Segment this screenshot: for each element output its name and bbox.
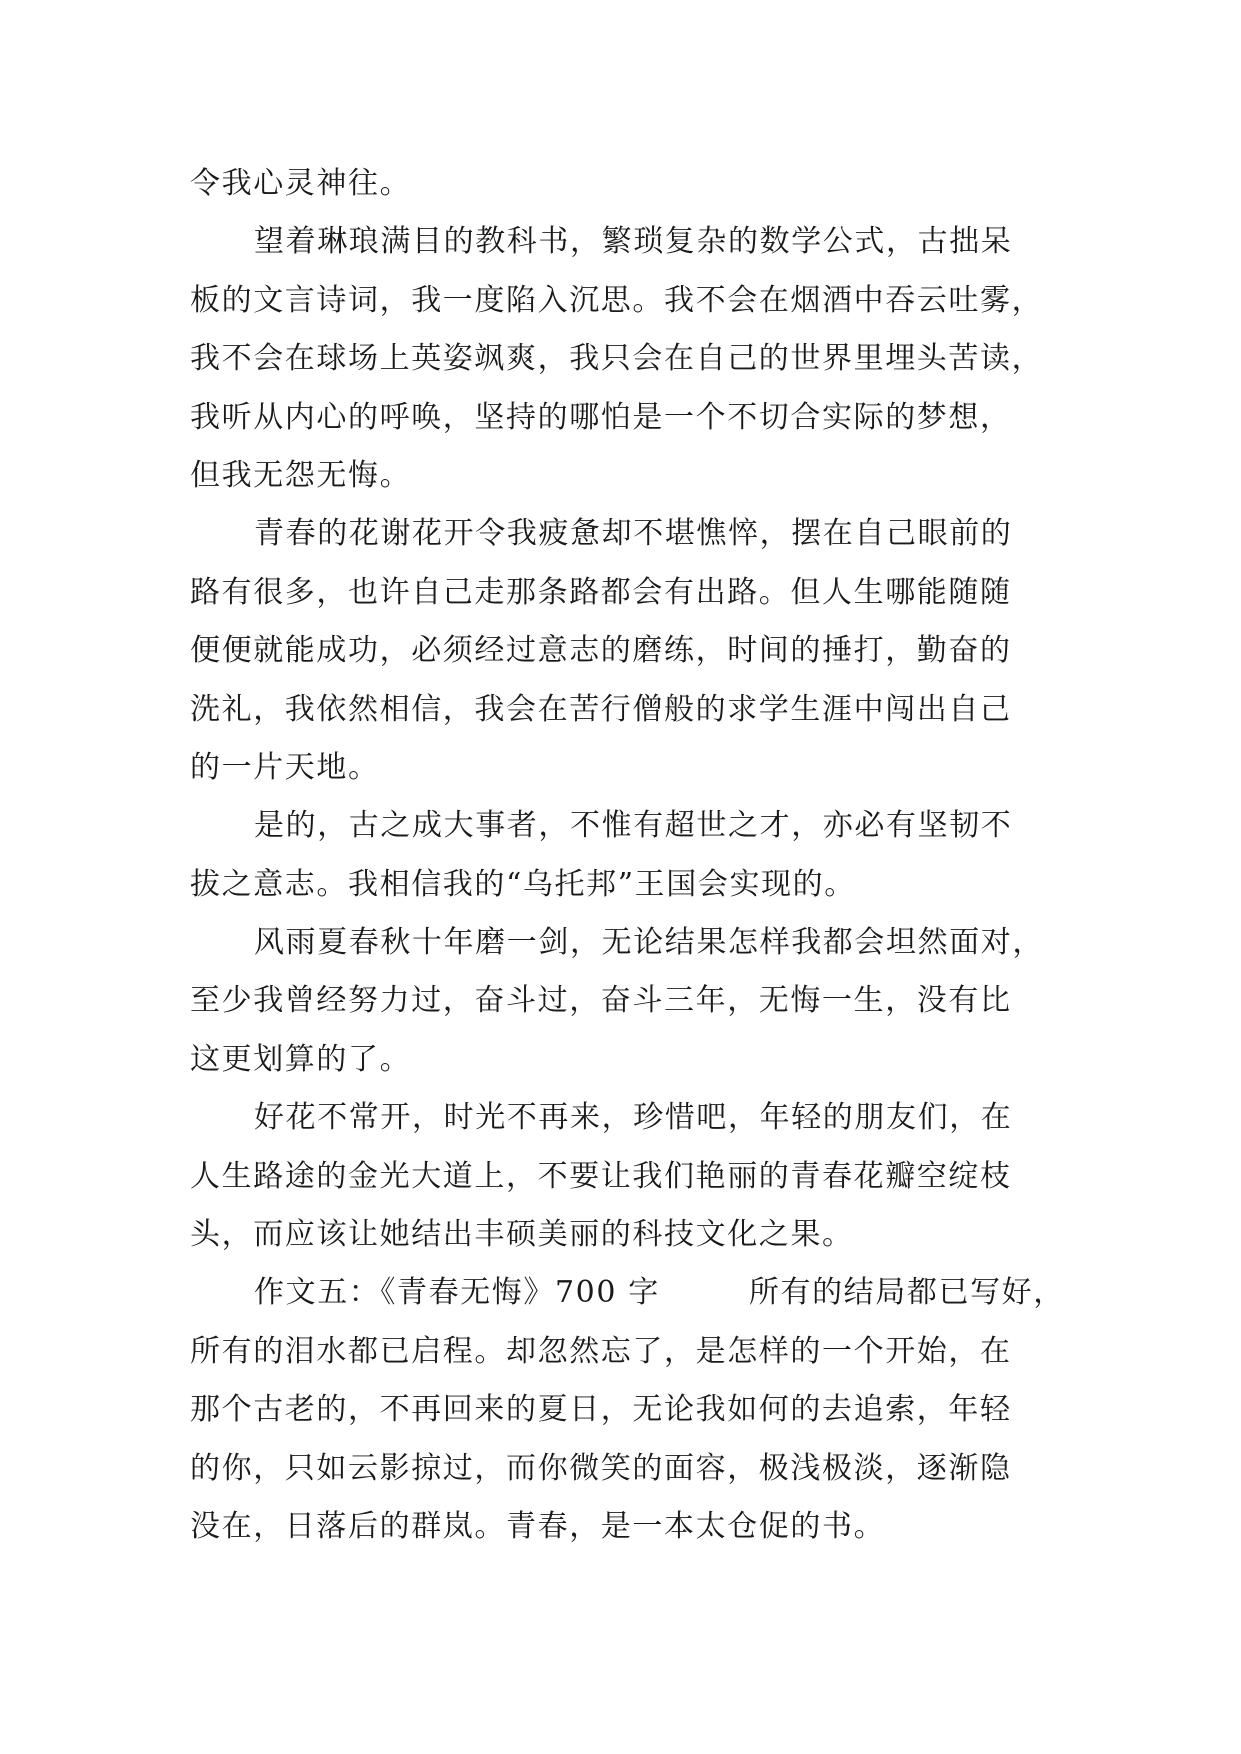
text-line: 这更划算的了。: [190, 1041, 412, 1077]
paragraph-start-line: 是的，古之成大事者，不惟有超世之才，亦必有坚韧不: [254, 808, 1013, 844]
text-line: 我不会在球场上英姿飒爽，我只会在自己的世界里埋头苦读，: [190, 341, 1044, 377]
paragraph-start-line: 青春的花谢花开令我疲惫却不堪憔悴，摆在自己眼前的: [254, 516, 1013, 552]
text-line: 至少我曾经努力过，奋斗过，奋斗三年，无悔一生，没有比: [190, 983, 1012, 1019]
text-line: 的你，只如云影掠过，而你微笑的面容，极浅极淡，逐渐隐: [190, 1450, 1012, 1486]
essay-text: [190, 155, 1065, 1556]
paragraph-start-line: 风雨夏春秋十年磨一剑，无论结果怎样我都会坦然面对，: [254, 925, 1044, 961]
text-line: 令我心灵神往。: [190, 166, 412, 201]
paragraph-start-line: 好花不常开，时光不再来，珍惜吧，年轻的朋友们，在: [254, 1100, 1013, 1136]
text-line: 板的文言诗词，我一度陷入沉思。我不会在烟酒中吞云吐雾，: [190, 282, 1044, 318]
text-line: 的一片天地。: [190, 749, 380, 785]
text-line: 我听从内心的呼唤，坚持的哪怕是一个不切合实际的梦想，: [190, 399, 1012, 435]
text-line: 但我无怨无悔。: [190, 457, 412, 493]
text-line: 洗礼，我依然相信，我会在苦行僧般的求学生涯中闯出自己: [190, 691, 1012, 727]
text-line: 头，而应该让她结出丰硕美丽的科技文化之果。: [190, 1217, 854, 1253]
text-line: 人生路途的金光大道上，不要让我们艳丽的青春花瓣空绽枝: [190, 1158, 1012, 1194]
text-line: 那个古老的，不再回来的夏日，无论我如何的去追索，年轻: [190, 1392, 1012, 1428]
text-line: 路有很多，也许自己走那条路都会有出路。但人生哪能随随: [190, 574, 1012, 610]
text-line: 便便就能成功，必须经过意志的磨练，时间的捶打，勤奋的: [190, 633, 1012, 669]
text-line: 拔之意志。我相信我的“乌托邦”王国会实现的。: [190, 866, 856, 902]
paragraph-start-line: 望着琳琅满目的教科书，繁琐复杂的数学公式，古拙呆: [254, 224, 1013, 260]
text-line: 所有的泪水都已启程。却忽然忘了，是怎样的一个开始，在: [190, 1333, 1012, 1369]
essay-heading-line: 作文五：《青春无悔》700 字 所有的结局都已写好，: [254, 1275, 1065, 1311]
text-line: 没在，日落后的群岚。青春，是一本太仓促的书。: [190, 1508, 886, 1544]
